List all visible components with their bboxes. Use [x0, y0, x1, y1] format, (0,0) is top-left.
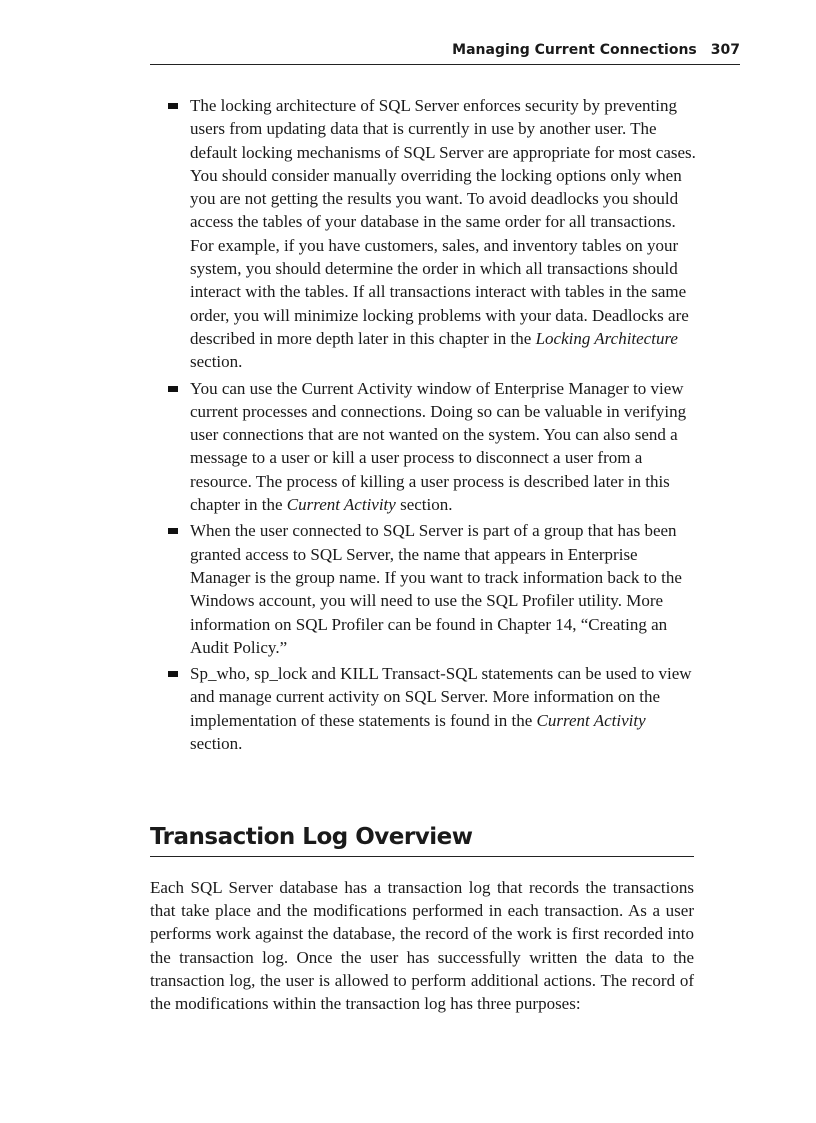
bullet-item [168, 377, 702, 517]
bullet-text: The locking architecture of SQL Server enforces security by preventing users from updating data that is currently in use by another user. The default locking mechanisms of SQL Server are appropriate for most cases. You should consider manually overriding the locking options only when you are not getting the results you want. To avoid deadlocks you should access the tables of your database in the same order for all transactions. For example, if you have customers, sales, and inventory tables on your system, you should determine the order in which all transactions should interact with the tables. If all transactions interact with tables in the same order, you will minimize locking problems with your data. Deadlocks are described in more depth later in this chapter in the [190, 96, 696, 348]
bullet-text: When the user connected to SQL Server is part of a group that has been granted access to SQL Server, the name that appears in Enterprise Manager is the group name. If you want to track information back to the Windows account, you will need to use the SQL Profiler utility. More information on SQL Profiler can be found in Chapter 14, “Creating an Audit Policy.” [190, 521, 682, 657]
running-head [150, 42, 740, 65]
square-bullet-icon [168, 103, 178, 109]
cross-reference: Current Activity [536, 710, 646, 730]
square-bullet-icon [168, 671, 178, 677]
section-heading: Transaction Log Overview [150, 822, 694, 857]
bullet-text: Sp_who, sp_lock and KILL Transact-SQL statements can be used to view and manage current activity on SQL Server. More information on the implementation of these statements is found in the [190, 664, 692, 730]
bullet-list [168, 94, 702, 758]
bullet-text: section. [395, 495, 453, 515]
body-paragraph: Each SQL Server database has a transaction log that records the transactions that take place and the modifications performed in each transaction. As a user performs work against the database, the record of the work is first recorded into the transaction log. Once the user has successfully written the data to the transaction log, the user is allowed to perform additional actions. The record of the modifications within the transaction log has three purposes: [150, 878, 694, 1014]
cross-reference: Current Activity [286, 495, 396, 515]
running-head-title: Managing Current Connections [452, 42, 697, 58]
bullet-text: section. [190, 734, 243, 754]
bullet-item [168, 662, 702, 755]
square-bullet-icon [168, 386, 178, 392]
bullet-item [168, 519, 702, 659]
page-number: 307 [710, 42, 740, 58]
bullet-item [168, 94, 702, 374]
cross-reference: Locking Architecture [535, 328, 678, 348]
square-bullet-icon [168, 528, 178, 534]
bullet-text: section. [190, 352, 243, 372]
bullet-text: You can use the Current Activity window of Enterprise Manager to view current processes and connections. Doing so can be valuable in verifying user connections that are not wanted on the system. You can also send a message to a user or kill a user process to disconnect a user from a resource. The process of killing a user process is described later in this chapter in the [190, 378, 687, 515]
